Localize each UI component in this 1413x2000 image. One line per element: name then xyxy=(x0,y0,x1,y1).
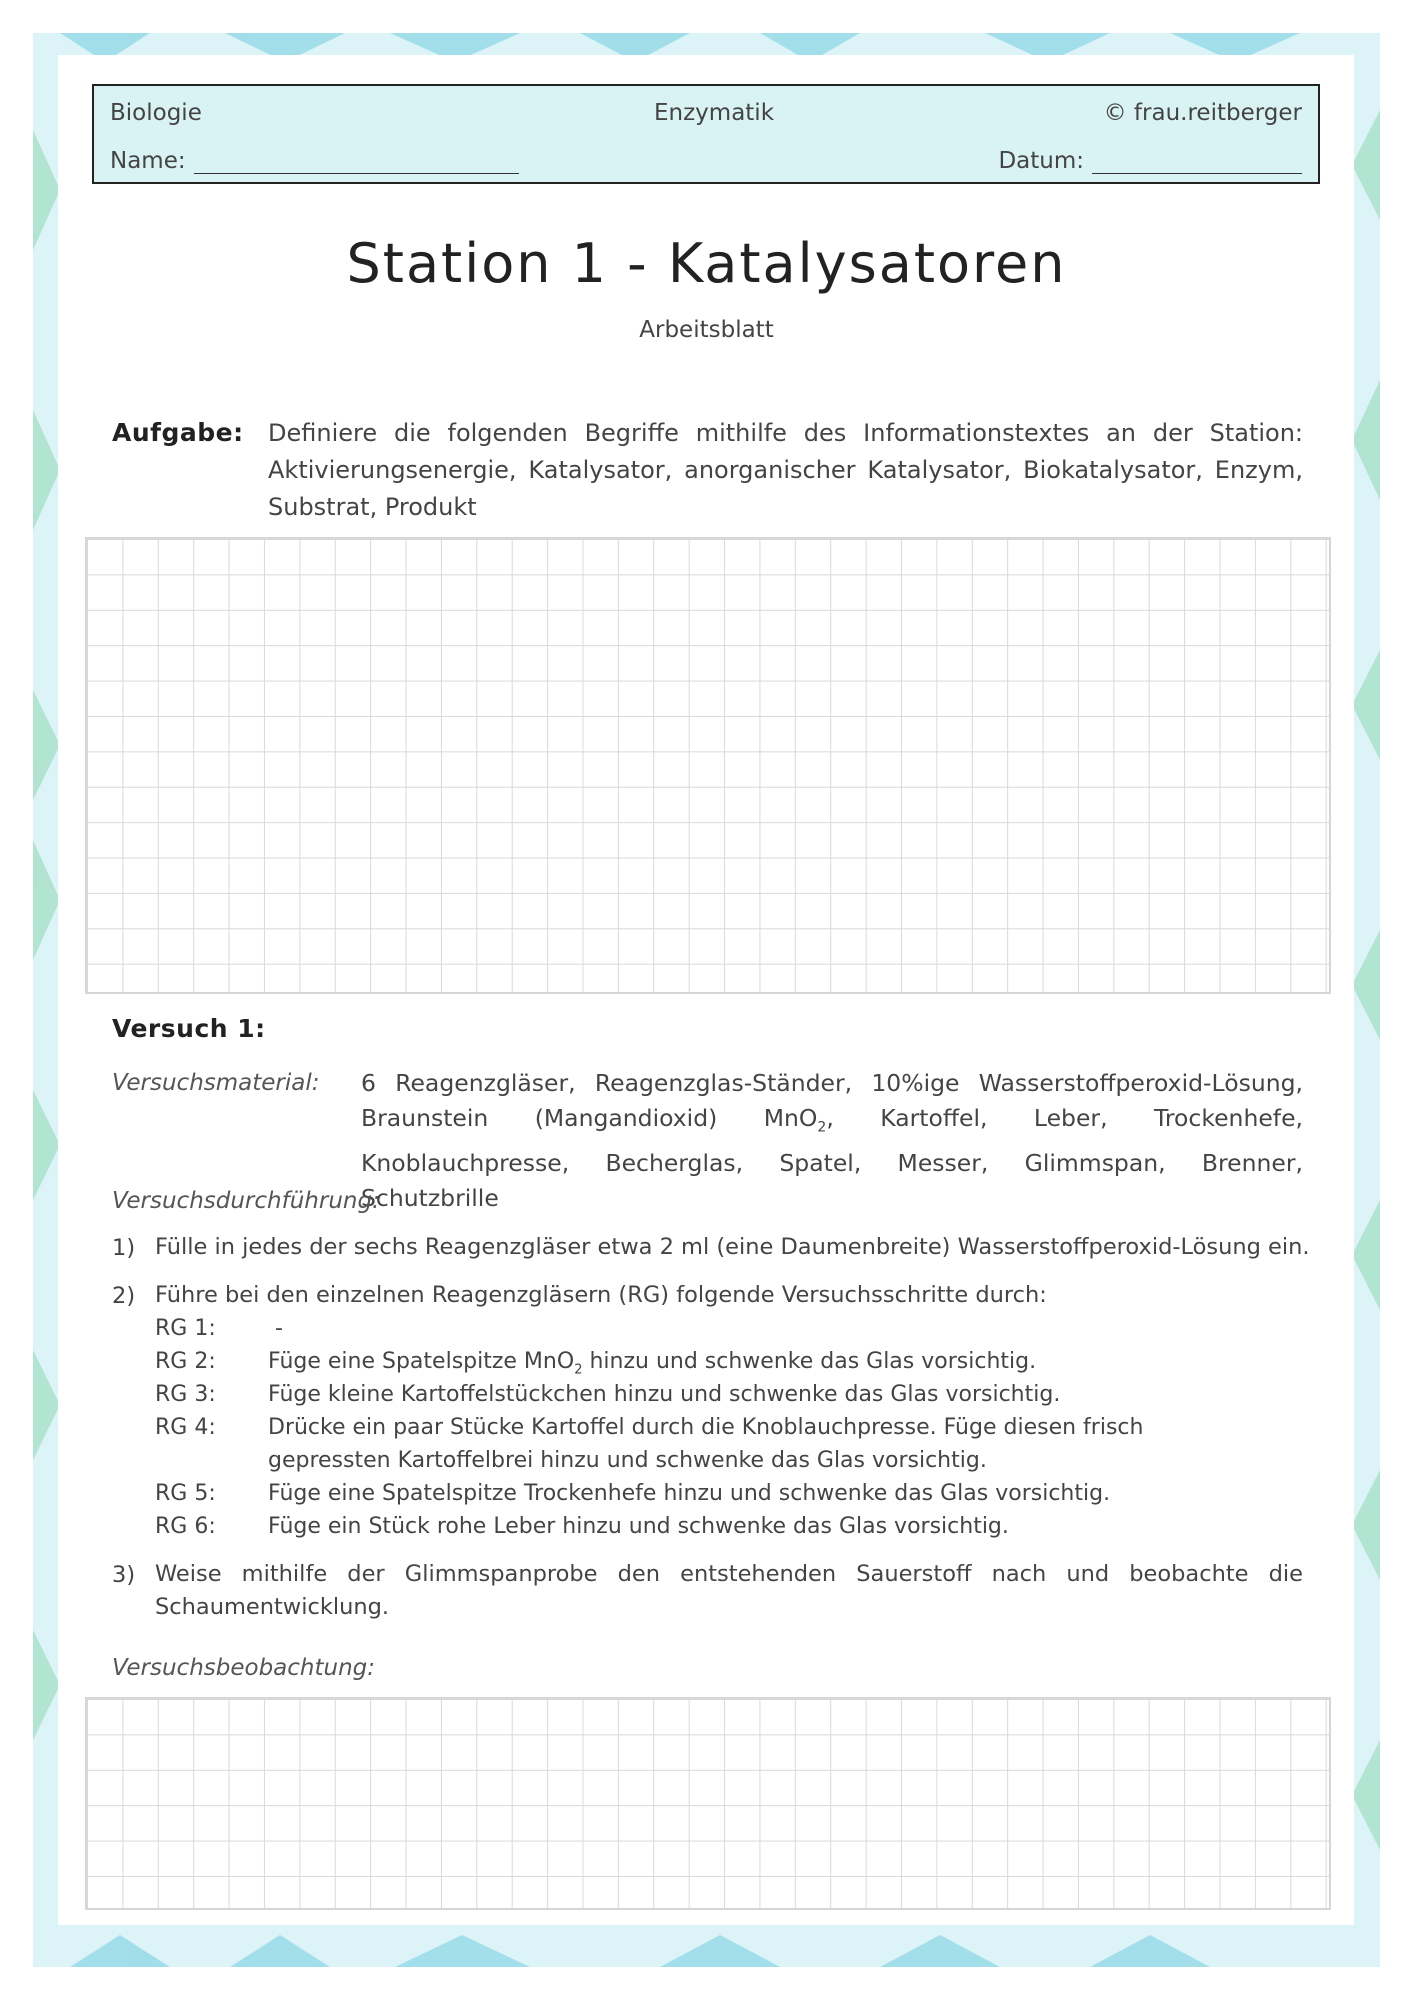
rg2-text-part1: Füge eine Spatelspitze MnO xyxy=(268,1349,575,1374)
step-text: Fülle in jedes der sechs Reagenzgläser etwa 2 ml (eine Daumenbreite) Wasserstoffperoxid-Lösung ein. xyxy=(155,1234,1310,1260)
date-label: Datum: xyxy=(998,148,1084,174)
task-label: Aufgabe: xyxy=(112,418,244,447)
worksheet-header xyxy=(92,84,1320,184)
observation-label: Versuchsbeobachtung: xyxy=(112,1655,376,1681)
copyright-label: © frau.reitberger xyxy=(1103,100,1302,126)
material-text-part1: 6 Reagenzgläser, Reagenzglas-Ständer, 10%ige Wasserstoffperoxid-Lösung, Braunstein (Mangandioxid) MnO xyxy=(361,1069,1303,1132)
page-subtitle: Arbeitsblatt xyxy=(639,317,774,343)
rg-text: Drücke ein paar Stücke Kartoffel durch die Knoblauchpresse. Füge diesen frisch gepressten Kartoffelbrei hinzu und schwenke das Glas vorsichtig. xyxy=(268,1415,1144,1473)
rg-label: RG 2: xyxy=(155,1349,216,1374)
name-field[interactable] xyxy=(194,151,519,174)
rg-label: RG 3: xyxy=(155,1382,216,1407)
rg-text: Füge kleine Kartoffelstückchen hinzu und schwenke das Glas vorsichtig. xyxy=(268,1382,1061,1407)
rg-label: RG 1: xyxy=(155,1316,216,1341)
rg-label: RG 6: xyxy=(155,1514,216,1539)
step-text: Weise mithilfe der Glimmspanprobe den entstehenden Sauerstoff nach und beobachte die Schaumentwicklung. xyxy=(155,1561,1303,1620)
material-subscript: 2 xyxy=(817,1119,827,1136)
step-number: 1) xyxy=(112,1235,136,1261)
task-text: Definiere die folgenden Begriffe mithilfe des Informationstextes an der Station: Aktivierungsenergie, Katalysator, anorganischer Katalysator, Biokatalysator, Enzym, Substrat, Produkt xyxy=(268,419,1303,521)
topic-label: Enzymatik xyxy=(654,100,775,126)
rg-label: RG 4: xyxy=(155,1415,216,1440)
step-number: 3) xyxy=(112,1562,136,1588)
rg2-text-part2: hinzu und schwenke das Glas vorsichtig. xyxy=(582,1349,1037,1374)
answer-grid-observation[interactable] xyxy=(85,1697,1331,1910)
material-label: Versuchsmaterial: xyxy=(112,1070,320,1096)
page-title: Station 1 - Katalysatoren xyxy=(346,232,1067,295)
rg-text: Füge eine Spatelspitze Trockenhefe hinzu und schwenke das Glas vorsichtig. xyxy=(268,1481,1111,1506)
material-text xyxy=(361,1066,1303,1216)
rg-text: Füge ein Stück rohe Leber hinzu und schwenke das Glas vorsichtig. xyxy=(268,1514,1009,1539)
rg2-subscript: 2 xyxy=(574,1362,583,1378)
step-text: Führe bei den einzelnen Reagenzgläsern (RG) folgende Versuchsschritte durch: xyxy=(155,1282,1047,1308)
material-text-part2: , Kartoffel, Leber, Trockenhefe, Knoblauchpresse, Becherglas, Spatel, Messer, Glimmspan, Brenner, Schutzbrille xyxy=(361,1104,1303,1212)
step-number: 2) xyxy=(112,1283,136,1309)
procedure-label: Versuchsdurchführung: xyxy=(112,1188,380,1214)
experiment-label: Versuch 1: xyxy=(112,1014,266,1043)
rg-label: RG 5: xyxy=(155,1481,216,1506)
rg-text: - xyxy=(275,1316,283,1341)
date-field[interactable] xyxy=(1092,151,1302,174)
name-label: Name: xyxy=(110,148,186,174)
subject-label: Biologie xyxy=(110,100,202,126)
answer-grid-definitions[interactable] xyxy=(85,537,1331,994)
